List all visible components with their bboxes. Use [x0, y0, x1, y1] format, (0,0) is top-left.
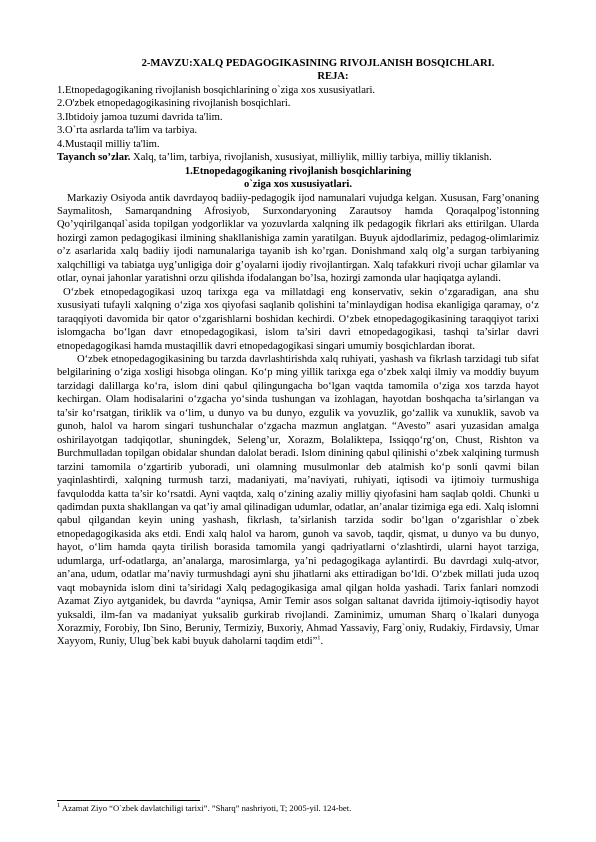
body-paragraph: O‘zbek etnopedagogikasi uzoq tarixga ega va millatdagi eng konservativ, sekin o‘zgaradigan, ana shu xususiyati tufayli xalqning o‘ziga xos qiyofasi saqlanib qolishini ta’minlaydigan hodisa ekanligiga qaramay, o‘z taraqqiyoti davomida bir qator o‘zgarishlarni boshidan kechirdi. O‘zbek etnopedagogikasining taraqqiyot tarixi islomgacha bo‘lgan davr etnopedagogikasi, islom ta’siri davri etnopedagogikasi, tashqi ta’sirlar davri etnopedagogikasi hamda mustaqillik davri etnopedagogikasi singari umumiy bosqichlardan iborat. [57, 286, 539, 352]
footnote-divider [57, 800, 200, 801]
footnote [57, 803, 539, 814]
body-paragraph: O‘zbek etnopedagogikasining bu tarzda davrlashtirishda xalq ruhiyati, yashash va fikrlash tarzidagi tub sifat belgilarining o‘ziga xosligi hisobga olingan. Ko‘p ming yillik tarixga ega o‘zbek xalqi ilmiy va moddiy buyum tarzidagi dalillarga ko‘ra, islom dini qabul qilingungacha bo‘lgan vaqtda tamomila o‘ziga xos tarzda hayot kechirgan. Olam hodisalarini o‘zgacha yo‘sinda tushungan va izohlagan, hayotdan boshqacha ta’sirlangan va ta’sir ko‘rsatgan, tiriklik va o‘lim, u dunyo va bu dunyo, ezgulik va yovuzlik, go‘zallik va xunuklik, savob va gunoh, halol va harom singari tushunchalar o‘zgacha mazmun anglatgan. “Avesto” asari yuzasidan amalga oshirilayotgan tadqiqotlar, shuningdek, Seleng’ur, Xorazm, Bolaliktepa, Issiqqo‘rg‘on, Chust, Rishton va Burchmulladan topilgan obidalar shundan dalolat beradi. Islom dinining qabul qilinishi o‘zbek xalqining turmush tarzini tamomila o‘zgartirib yuboradi, uni olamning musulmonlar deb atalmish ko‘p sonli qavmi bilan yaqinlashtirdi, xalqning turmush tarzi, madaniyati, ma’naviyati, ruhiyati, iqtisodi va ijtimoiy turmushiga favqulodda katta ta’sir ko‘rsatdi. Ayni vaqtda, xalq o‘zining azaliy milliy qiyofasini ham saqlab qoldi. Chunki u qadimdan puxta shakllangan va qat’iy amal qilinadigan udumlar, odatlar, an’analar tizimiga ega edi. Xalq islomni qabul qilgandan keyin uning yashash, fikrlash, ta’sirlanish tarzida sodir bo‘lgan o‘zgarishlar o`zbek etnopedagogikasida aks etdi. Endi xalq halol va harom, gunoh va savob, taqdir, qismat, u dunyo va bu dunyo, hayot, o‘lim hamda qayta tirilish borasida tamomila yangi qadriyatlarni o‘zlashtirdi, ularni hayot tarziga, udumlarga, urf-odatlarga, an’analarga, marosimlarga, ya’ni pedagogikaga aylantirdi. Bu davrdagi xulq-atvor, an’ana, udum, odatlar ma’naviy turmushdagi ayni shu jihatlarni aks ettiradigan bo‘ldi. O‘zbek millati juda uzoq vaqt mobaynida islom dini ta’siridagi Xalq pedagogikasiga amal qilgan holda yashadi. Tarix fanlari nomzodi Azamat Ziyo aytganidek, bu davrda “ayniqsa, Amir Temir asos solgan saltanat davrida ijtimoiy-iqtisodiy hayot yuksaldi, ilm-fan va madaniyat yuksalib gurkirab rivojlandi. Zaminimiz, umuman Sharq o`lkalari dunyoga Xorazmiy, Forobiy, Ibn Sino, Beruniy, Termiziy, Buxoriy, Ahmad Yassaviy, Farg`oniy, Rudakiy, Firdavsiy, Umar Xayyom, Runiy, Ulug`bek kabi buyuk daholarni taqdim etdi”$^1$. [57, 353, 539, 648]
footnote-reference[interactable]: 1 [317, 634, 321, 642]
section-subtitle: o`ziga xos xususiyatlari. [243, 179, 352, 191]
body-paragraph-text: O‘zbek etnopedagogikasining bu tarzda davrlashtirishda xalq ruhiyati, yashash va fikrlash tarzidagi tub sifat belgilarining o‘ziga xosligi hisobga olingan. Ko‘p ming yillik tarixga ega o‘zbek xalqi ilmiy va moddiy buyum tarzidagi dalillarga ko‘ra, islom dini qabul qilingungacha bo‘lgan vaqtda tamomila o‘ziga xos tarzda hayot kechirgan. Olam hodisalarini o‘zgacha yo‘sinda tushungan va izohlagan, hayotdan boshqacha ta’sirlangan va ta’sir ko‘rsatgan, tiriklik va o‘lim, u dunyo va bu dunyo, ezgulik va yovuzlik, go‘zallik va xunuklik, savob va gunoh, halol va harom singari tushunchalar o‘zgacha mazmun anglatgan. “Avesto” asari yuzasidan amalga oshirilayotgan tadqiqotlar, shuningdek, Seleng’ur, Xorazm, Bolaliktepa, Issiqqo‘rg‘on, Chust, Rishton va Burchmulladan topilgan obidalar shundan dalolat beradi. Islom dinining qabul qilinishi o‘zbek xalqining turmush tarzini tamomila o‘zgartirib yuboradi, uni olamning musulmonlar deb atalmish ko‘p sonli qavmi bilan yaqinlashtirdi, xalqning turmush tarzi, madaniyati, ma’naviyati, ruhiyati, iqtisodi va ijtimoiy turmushiga favqulodda katta ta’sir ko‘rsatdi. Ayni vaqtda, xalq o‘zining azaliy milliy qiyofasini ham saqlab qoldi. Chunki u qadimdan puxta shakllangan va qat’iy amal qilinadigan udumlar, odatlar, an’analar tizimiga ega edi. Xalq islomni qabul qilgandan keyin uning yashash, fikrlash, ta’sirlanish tarzida sodir bo‘lgan o‘zgarishlar o`zbek etnopedagogikasida aks etdi. Endi xalq halol va harom, gunoh va savob, taqdir, qismat, u dunyo va bu dunyo, hayot, o‘lim hamda qayta tirilish borasida tamomila yangi qadriyatlarni o‘zlashtirdi, ularni hayot tarziga, udumlarga, urf-odatlarga, an’analarga, marosimlarga, ya’ni pedagogikaga aylantirdi. Bu davrdagi xulq-atvor, an’ana, udum, odatlar ma’naviy turmushdagi ayni shu jihatlarni aks ettiradigan bo‘ldi. O‘zbek millati juda uzoq vaqt mobaynida islom dini ta’siridagi Xalq pedagogikasiga amal qilgan holda yashadi. Tarix fanlari nomzodi Azamat Ziyo aytganidek, bu davrda “ayniqsa, Amir Temir asos solgan saltanat davrida ijtimoiy-iqtisodiy hayot yuksaldi, ilm-fan va madaniyat yuksalib gurkirab rivojlandi. Zaminimiz, umuman Sharq o`lkalari dunyoga Xorazmiy, Forobiy, Ibn Sino, Beruniy, Termiziy, Buxoriy, Ahmad Yassaviy, Farg`oniy, Rudakiy, Firdavsiy, Umar Xayyom, Runiy, Ulug`bek kabi buyuk daholarni taqdim etdi” [57, 353, 539, 648]
footnote-text: Azamat Ziyo “O`zbek davlatchiligi tarixi”. ”Sharq” nashriyoti, T; 2005-yil. 124-bet. [60, 803, 352, 813]
section-title: 1.Etnopedagogikaning rivojlanish bosqichlarining [184, 165, 412, 177]
topic-heading: 2-MAVZU:XALQ PEDAGOGIKASINING RIVOJLANISH BOSQICHLARI. [141, 58, 495, 69]
plan-item: 3.Ibtidoiy jamoa tuzumi davrida ta'lim. [57, 111, 223, 123]
keywords-text: Xalq, ta’lim, tarbiya, rivojlanish, xususiyat, milliylik, milliy tarbiya, milliy tiklanish. [130, 152, 492, 164]
page-content [57, 57, 539, 649]
plan-list [57, 84, 539, 151]
footnote-marker: 1 [57, 802, 61, 810]
plan-item: 2.O'zbek etnopedagogikasining rivojlanish bosqichlari. [57, 98, 291, 110]
plan-item: 4.Mustaqil milliy ta'lim. [57, 138, 160, 150]
body-paragraph: Markaziy Osiyoda antik davrdayoq badiiy-pedagogik ijod namunalari vujudga kelgan. Xususan, Farg’onaning Saymalitosh, Samarqandning Afrosiyob, Surxondaryoning Zarautsoy hamda Qoraqalpog’istonning Qo’yqirilganqal`asida topilgan yodgorliklar va yozuvlarda xalqning ilk pedagogik fikrlari aks ettirilgan. Ularda hozirgi zamon pedagogikasi ilmining shakllanishiga zamin yaratilgan. Buyuk ajdodlarimiz, pedagog-olimlarimiz o’z asarlarida xalq badiiy ijodi namunalariga tayanib ish ko’rgan. Donishmand xalq olg’a surgan tarbiyaning xalqchilligi va tabiatga uyg’unligiga doir g’oyalarni ijodiy rivojlantirgan. Xalq tafakkuri rivoji uchar gilamlar va otlar, oynai jahonlar yaratishni orzu qilishda ifodalangan bo’lsa, hozirgi zamonda ular haqiqatga aylandi. [57, 192, 539, 285]
keywords-label: Tayanch so’zlar. [57, 152, 131, 164]
plan-item: 1.Etnopedagogikaning rivojlanish bosqichlarining o`ziga xos xususiyatlari. [57, 84, 376, 96]
plan-title: REJA: [317, 71, 349, 83]
keywords-paragraph [57, 151, 539, 164]
plan-item: 3.O`rta asrlarda ta'lim va tarbiya. [57, 125, 198, 137]
